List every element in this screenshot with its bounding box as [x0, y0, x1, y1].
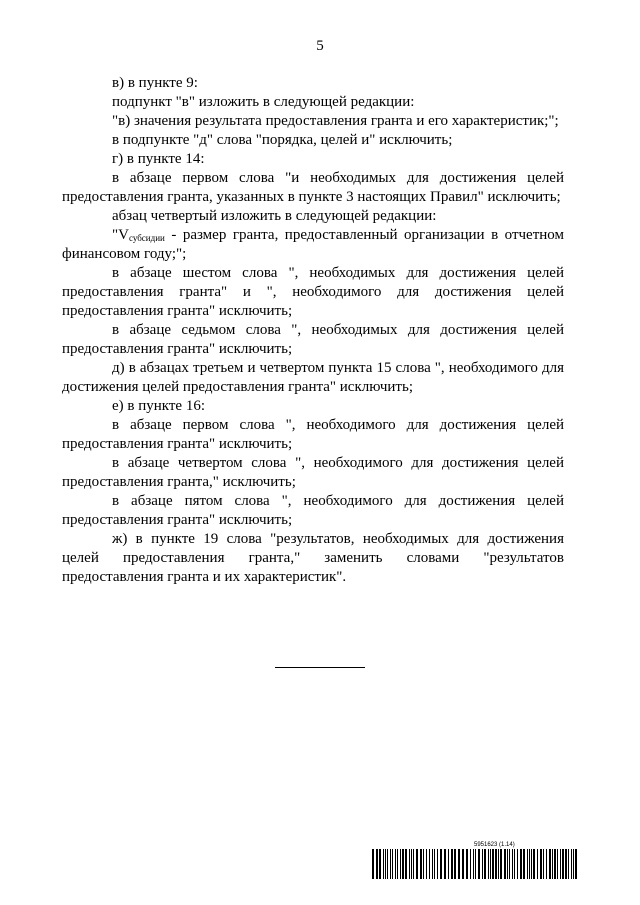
paragraph: подпункт "в" изложить в следующей редакции: [112, 94, 415, 110]
barcode-bar [383, 849, 384, 879]
barcode-bar [523, 849, 525, 879]
barcode-bar [557, 849, 558, 879]
barcode-bar [402, 849, 404, 879]
barcode-bar [492, 849, 494, 879]
paragraph: в абзаце первом слова "и необходимых для достижения целей предоставления гранта, указанных в пункте 3 настоящих Правил" исключить; [62, 170, 564, 205]
barcode-bar [413, 849, 414, 879]
barcode-bar [411, 849, 412, 879]
barcode-bar [387, 849, 388, 879]
barcode-bar [540, 849, 542, 879]
barcode-bar [400, 849, 401, 879]
formula-text: - размер гранта, предоставленный организации в отчетном финансовом году;"; [62, 227, 564, 262]
formula-subscript: субсидии [128, 233, 165, 243]
barcode-bar [509, 849, 510, 879]
barcode-bar [562, 849, 564, 879]
paragraph: "в) значения результата предоставления гранта и его характеристик;"; [112, 113, 559, 129]
barcode-bar [473, 849, 474, 879]
document-code: 5951623 (1.14) [474, 842, 515, 848]
formula-symbol: "V [112, 227, 129, 243]
barcode-bar [451, 849, 453, 879]
paragraph: в абзаце четвертом слова ", необходимого для достижения целей предоставления гранта," исключить; [62, 455, 564, 490]
barcode-bar [560, 849, 561, 879]
paragraph: ж) в пункте 19 слова "результатов, необходимых для достижения целей предоставления гранта," заменить словами "результатов предоставления гранта и их характеристик". [62, 531, 564, 585]
barcode [372, 849, 578, 879]
barcode-bar [392, 849, 393, 879]
barcode-bar [517, 849, 518, 879]
barcode-bar [520, 849, 522, 879]
barcode-bar [531, 849, 532, 879]
barcode-bar [470, 849, 471, 879]
barcode-bar [434, 849, 435, 879]
barcode-bar [432, 849, 433, 879]
paragraph: в абзаце шестом слова ", необходимых для достижения целей предоставления гранта" и ", необходимого для достижения целей предоставления гранта" исключить; [62, 265, 564, 319]
barcode-bar [529, 849, 530, 879]
barcode-bar [490, 849, 491, 879]
barcode-bar [537, 849, 538, 879]
barcode-bar [552, 849, 553, 879]
end-divider [275, 667, 365, 668]
barcode-bar [568, 849, 569, 879]
barcode-bar [527, 849, 528, 879]
barcode-bar [498, 849, 499, 879]
barcode-bar [462, 849, 464, 879]
barcode-bar [385, 849, 386, 879]
barcode-bar [395, 849, 396, 879]
barcode-bar [440, 849, 442, 879]
barcode-bar [423, 849, 424, 879]
barcode-bar [478, 849, 480, 879]
barcode-bar [437, 849, 438, 879]
paragraph: е) в пункте 16: [112, 398, 206, 414]
barcode-bar [416, 849, 418, 879]
paragraph: д) в абзацах третьем и четвертом пункта 15 слова ", необходимого для достижения целей предоставления гранта" исключить; [62, 360, 564, 395]
barcode-bar [571, 849, 572, 879]
barcode-bar [575, 849, 577, 879]
barcode-bar [573, 849, 574, 879]
paragraph: в абзаце пятом слова ", необходимого для достижения целей предоставления гранта" исключить; [62, 493, 564, 528]
barcode-bar [454, 849, 456, 879]
barcode-bar [448, 849, 449, 879]
barcode-bar [475, 849, 476, 879]
barcode-bar [546, 849, 547, 879]
barcode-bar [514, 849, 515, 879]
paragraph: в) в пункте 9: [112, 75, 198, 91]
barcode-bar [372, 849, 374, 879]
barcode-bar [397, 849, 398, 879]
barcode-bar [507, 849, 508, 879]
barcode-bar [565, 849, 567, 879]
barcode-bar [466, 849, 468, 879]
barcode-bar [379, 849, 381, 879]
paragraph: в абзаце седьмом слова ", необходимых для достижения целей предоставления гранта" исключить; [62, 322, 564, 357]
barcode-bar [488, 849, 489, 879]
barcode-bar [458, 849, 460, 879]
formula-paragraph [62, 226, 564, 264]
barcode-bar [390, 849, 391, 879]
page-number: 5 [316, 38, 324, 54]
barcode-bar [543, 849, 544, 879]
barcode-bar [512, 849, 513, 879]
barcode-bar [426, 849, 427, 879]
barcode-bar [409, 849, 410, 879]
barcode-bar [504, 849, 506, 879]
paragraph: г) в пункте 14: [112, 151, 205, 167]
barcode-bar [495, 849, 497, 879]
paragraph: в абзаце первом слова ", необходимого для достижения целей предоставления гранта" исключить; [62, 417, 564, 452]
document-body [62, 74, 564, 587]
paragraph: абзац четвертый изложить в следующей редакции: [112, 208, 437, 224]
barcode-bar [405, 849, 407, 879]
barcode-bar [484, 849, 486, 879]
barcode-bar [444, 849, 446, 879]
paragraph: в подпункте "д" слова "порядка, целей и" исключить; [112, 132, 453, 148]
barcode-bar [549, 849, 551, 879]
barcode-bar [500, 849, 502, 879]
barcode-bar [420, 849, 422, 879]
barcode-bar [554, 849, 556, 879]
barcode-bar [429, 849, 430, 879]
barcode-bar [482, 849, 483, 879]
barcode-bar [376, 849, 378, 879]
barcode-bar [533, 849, 535, 879]
